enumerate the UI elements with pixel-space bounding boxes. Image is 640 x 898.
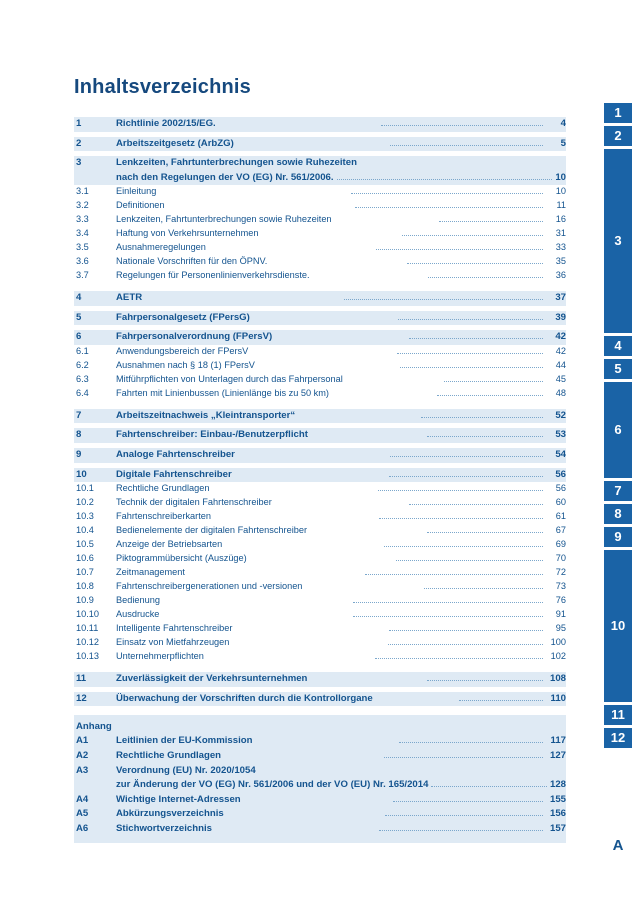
toc-number: A4 (76, 793, 89, 805)
toc-page: 127 (549, 750, 566, 762)
toc-page: 53 (555, 429, 566, 441)
leader-dots (407, 262, 543, 264)
leader-dots (365, 573, 543, 575)
toc-label: Rechtliche Grundlagen (116, 483, 210, 494)
toc-label: Analoge Fahrtenschreiber (116, 449, 235, 461)
leader-dots (437, 394, 543, 396)
toc-page: 91 (555, 609, 567, 620)
leader-dots (400, 366, 543, 368)
chapter-tab-6[interactable]: 6 (604, 382, 632, 478)
toc-entry-8[interactable] (74, 428, 566, 443)
toc-entry-3-6[interactable] (74, 255, 566, 269)
toc-label: Fahrtenschreibergenerationen und -versionen (116, 581, 303, 592)
toc-entry-5[interactable] (74, 311, 566, 326)
toc-label: Überwachung der Vorschriften durch die Kontrollorgane (116, 692, 373, 704)
toc-number: 10.3 (76, 511, 94, 522)
leader-dots (355, 206, 543, 208)
toc-entry-3-4[interactable] (74, 227, 566, 241)
toc-number: 3.2 (76, 200, 89, 211)
toc-label: Fahrten mit Linienbussen (Linienlänge bis zu 50 km) (116, 387, 329, 398)
toc-label: Regelungen für Personenlinienverkehrsdienste. (116, 270, 310, 281)
toc-entry-7[interactable] (74, 409, 566, 424)
leader-dots (353, 615, 543, 617)
toc-entry-3-7[interactable] (74, 269, 566, 283)
toc-label-line2: nach den Regelungen der VO (EG) Nr. 561/2006. (116, 171, 334, 183)
chapter-tab-strip (604, 103, 632, 861)
toc-page: 11 (556, 200, 566, 211)
leader-dots (396, 559, 543, 561)
toc-entry-10-9[interactable] (74, 594, 566, 608)
toc-page: 102 (550, 651, 566, 661)
toc-page: 108 (550, 672, 567, 684)
toc-page: 157 (549, 822, 566, 834)
chapter-tab-7[interactable]: 7 (604, 481, 632, 501)
toc-number: 9 (76, 449, 82, 461)
toc-number: 2 (76, 137, 82, 149)
toc-number: 1 (76, 118, 82, 129)
toc-entry-9[interactable] (74, 448, 566, 463)
toc-number: 10.10 (76, 609, 99, 620)
leader-dots (397, 352, 543, 354)
toc-label: Unternehmerpflichten (116, 651, 204, 661)
toc-page: 37 (555, 292, 566, 304)
toc-label: Digitale Fahrtenschreiber (116, 468, 232, 480)
leader-dots (337, 178, 553, 180)
toc-number: 6.4 (76, 387, 89, 398)
toc-number: A2 (76, 750, 89, 762)
page-title: Inhaltsverzeichnis (74, 76, 251, 98)
toc-entry-3-3[interactable] (74, 213, 566, 227)
toc-entry-6-4[interactable] (74, 387, 566, 401)
anhang-section (74, 715, 566, 842)
toc-label: Anwendungsbereich der FPersV (116, 345, 249, 356)
toc-label: Fahrpersonalgesetz (FPersG) (116, 311, 250, 323)
toc-entry-3-5[interactable] (74, 241, 566, 255)
toc-entry-10-2[interactable] (74, 496, 566, 510)
toc-entry-10-12[interactable] (74, 636, 566, 650)
toc-label: Bedienelemente der digitalen Fahrtenschreiber (116, 525, 308, 536)
toc-label: Richtlinie 2002/15/EG. (116, 118, 216, 129)
leader-dots (398, 318, 543, 320)
leader-dots (384, 545, 543, 547)
toc-number: 10.1 (76, 483, 94, 494)
toc-number: 4 (76, 292, 82, 304)
toc-page: 10 (555, 186, 567, 197)
toc-entry-3-2[interactable] (74, 199, 566, 213)
toc-number: 11 (76, 672, 87, 684)
toc-label: Einleitung (116, 186, 157, 197)
chapter-tab-9[interactable]: 9 (604, 527, 632, 547)
leader-dots (399, 741, 543, 743)
toc-label: Intelligente Fahrtenschreiber (116, 623, 233, 634)
leader-dots (459, 699, 543, 701)
leader-dots (379, 829, 543, 831)
toc-page: 52 (555, 409, 567, 421)
leader-dots (378, 489, 543, 491)
toc-label: Fahrpersonalverordnung (FPersV) (116, 331, 273, 343)
toc-page: 5 (560, 137, 566, 149)
leader-dots (393, 800, 543, 802)
toc-number: 3.7 (76, 270, 89, 281)
toc-number: 3.4 (76, 228, 89, 239)
toc-page: 69 (555, 539, 567, 550)
toc-label: Leitlinien der EU-Kommission (116, 735, 253, 747)
toc-number: 3.6 (76, 256, 89, 267)
toc-number: 5 (76, 311, 82, 323)
toc-label: Stichwortverzeichnis (116, 822, 212, 834)
toc-page: 73 (555, 581, 567, 592)
anhang-entry-a4[interactable] (74, 793, 566, 808)
leader-dots (384, 756, 543, 758)
toc-label: Fahrtenschreiber: Einbau-/Benutzerpflicht (116, 429, 308, 441)
toc-page: 45 (555, 373, 566, 384)
toc-label: Ausnahmeregelungen (116, 242, 206, 253)
leader-dots (388, 643, 543, 645)
toc-page: 72 (555, 567, 567, 578)
leader-dots (389, 629, 543, 631)
leader-dots (385, 814, 543, 816)
toc-number: 6.2 (76, 359, 89, 370)
toc-label: Ausnahmen nach § 18 (1) FPersV (116, 359, 255, 370)
toc-page: 36 (555, 270, 567, 281)
toc-page: 10 (555, 171, 566, 183)
toc-label: Einsatz von Mietfahrzeugen (116, 637, 230, 648)
toc-entry-10-1[interactable] (74, 482, 566, 496)
toc-page: 42 (555, 345, 566, 356)
toc-label: Nationale Vorschriften für den ÖPNV. (116, 256, 268, 267)
leader-dots (409, 337, 543, 339)
toc-number: A6 (76, 822, 89, 834)
toc-label: Rechtliche Grundlagen (116, 750, 222, 762)
leader-dots (381, 124, 543, 126)
toc-entry-10-7[interactable] (74, 566, 566, 580)
toc-entry-10-10[interactable] (74, 608, 566, 622)
toc-page: 70 (555, 553, 566, 564)
toc-number: 10.8 (76, 581, 94, 592)
chapter-tab-11[interactable]: 11 (604, 705, 632, 725)
toc-label: Bedienung (116, 595, 160, 606)
toc-page: 44 (555, 359, 567, 370)
toc-number: 3.5 (76, 242, 89, 253)
toc-label: Arbeitszeitgesetz (ArbZG) (116, 137, 234, 149)
toc-page: 54 (555, 449, 567, 461)
toc-entry-10-4[interactable] (74, 524, 566, 538)
leader-dots (427, 435, 543, 437)
toc-label: Lenkzeiten, Fahrtunterbrechungen sowie Ruhezeiten (116, 214, 332, 225)
toc-number: 10.9 (76, 595, 94, 606)
toc-label: Definitionen (116, 200, 165, 211)
toc-entry-1[interactable] (74, 117, 566, 132)
chapter-tab-10[interactable]: 10 (604, 550, 632, 702)
toc-page: 33 (555, 242, 566, 253)
anhang-heading: Anhang (76, 721, 112, 733)
toc-label: AETR (116, 292, 143, 304)
toc-page: 35 (555, 256, 566, 267)
toc-label: Anzeige der Betriebsarten (116, 539, 223, 550)
leader-dots (424, 587, 543, 589)
leader-dots (444, 380, 543, 382)
toc-label: Ausdrucke (116, 609, 160, 620)
toc-number: 3.1 (76, 186, 89, 197)
chapter-tab-2[interactable]: 2 (604, 126, 632, 146)
chapter-tab-1[interactable]: 1 (604, 103, 632, 123)
toc-entry-11[interactable] (74, 672, 566, 687)
leader-dots (427, 531, 544, 533)
toc-page: 117 (550, 735, 566, 747)
toc-label: Wichtige Internet-Adressen (116, 793, 241, 805)
toc-number: 6.3 (76, 373, 89, 384)
toc-label: Technik der digitalen Fahrtenschreiber (116, 497, 272, 508)
toc-label-line2: zur Änderung der VO (EG) Nr. 561/2006 und der VO (EU) Nr. 165/2014 (116, 779, 429, 791)
toc-number: 7 (76, 409, 82, 421)
toc-entry-10-3[interactable] (74, 510, 566, 524)
toc-label: Haftung von Verkehrsunternehmen (116, 228, 259, 239)
leader-dots (376, 248, 543, 250)
toc-number: 10.6 (76, 553, 94, 564)
toc-number: 10.12 (76, 637, 99, 648)
toc-entry-6-3[interactable] (74, 373, 566, 387)
toc-page: 128 (549, 779, 566, 791)
toc-list (74, 117, 566, 706)
toc-entry-2[interactable] (74, 137, 566, 152)
toc-page: 155 (549, 793, 566, 805)
toc-page: 16 (555, 214, 567, 225)
leader-dots (379, 517, 544, 519)
toc-entry-6[interactable] (74, 330, 566, 345)
anhang-entry-a1[interactable] (74, 734, 566, 749)
chapter-tab-anhang[interactable]: A (604, 834, 632, 858)
leader-dots (421, 416, 543, 418)
leader-dots (431, 785, 547, 787)
toc-page: 61 (555, 511, 567, 522)
leader-dots (390, 144, 543, 146)
leader-dots (439, 220, 543, 222)
toc-label: Fahrtenschreiberkarten (116, 511, 211, 522)
anhang-entry-a6[interactable] (74, 822, 566, 837)
toc-number: A3 (76, 764, 89, 776)
toc-number: A5 (76, 808, 89, 820)
toc-page: 60 (555, 497, 567, 508)
toc-label: Lenkzeiten, Fahrtunterbrechungen sowie Ruhezeiten (116, 157, 357, 169)
toc-page: 110 (550, 692, 566, 704)
chapter-tab-5[interactable]: 5 (604, 359, 632, 379)
toc-page: 42 (555, 331, 567, 343)
toc-page: 67 (555, 525, 567, 536)
leader-dots (353, 601, 543, 603)
toc-page: 156 (550, 808, 567, 820)
toc-number: 3.3 (76, 214, 89, 225)
toc-number: 10.11 (76, 623, 99, 634)
leader-dots (351, 192, 543, 194)
toc-page: 48 (555, 387, 566, 398)
toc-entry-6-2[interactable] (74, 359, 566, 373)
toc-entry-10-6[interactable] (74, 552, 566, 566)
toc-entry-6-1[interactable] (74, 345, 566, 359)
toc-label: Piktogrammübersicht (Auszüge) (116, 553, 247, 564)
chapter-tab-3[interactable]: 3 (604, 149, 632, 333)
toc-page: 39 (555, 311, 567, 323)
toc-number: 10 (76, 468, 87, 480)
toc-page: 56 (555, 483, 566, 494)
toc-content (74, 76, 566, 843)
toc-number: 6 (76, 331, 82, 343)
toc-entry-10-5[interactable] (74, 538, 566, 552)
toc-entry-10-8[interactable] (74, 580, 566, 594)
toc-entry-4[interactable] (74, 291, 566, 306)
toc-label: Verordnung (EU) Nr. 2020/1054 (116, 764, 256, 776)
toc-number: 12 (76, 692, 87, 704)
toc-label: Zuverlässigkeit der Verkehrsunternehmen (116, 672, 308, 684)
toc-label: Zeitmanagement (116, 567, 185, 578)
toc-label: Mitführpflichten von Unterlagen durch das Fahrpersonal (116, 373, 343, 384)
leader-dots (389, 475, 543, 477)
leader-dots (390, 455, 543, 457)
leader-dots (344, 298, 543, 300)
toc-number: 10.13 (76, 651, 99, 661)
toc-page: 4 (560, 118, 566, 129)
toc-page: 76 (555, 595, 566, 606)
toc-entry-12[interactable] (74, 692, 566, 707)
leader-dots (428, 276, 543, 278)
toc-entry-10-11[interactable] (74, 622, 566, 636)
toc-page: 95 (555, 623, 567, 634)
leader-dots (402, 234, 543, 236)
chapter-tab-8[interactable]: 8 (604, 504, 632, 524)
toc-label: Arbeitszeitnachweis „Kleintransporter“ (116, 409, 296, 421)
toc-number: A1 (76, 735, 89, 747)
toc-number: 10.7 (76, 567, 94, 578)
chapter-tab-4[interactable]: 4 (604, 336, 632, 356)
toc-number: 8 (76, 429, 82, 441)
anhang-entry-a2[interactable] (74, 749, 566, 764)
toc-number: 10.2 (76, 497, 94, 508)
leader-dots (375, 657, 543, 659)
leader-dots (427, 679, 543, 681)
toc-page: 31 (555, 228, 566, 239)
toc-number: 6.1 (76, 345, 89, 356)
toc-number: 10.4 (76, 525, 94, 536)
leader-dots (409, 503, 543, 505)
toc-page: 100 (550, 637, 567, 648)
toc-number: 3 (76, 157, 82, 169)
toc-entry-3-1[interactable] (74, 185, 566, 199)
toc-label: Abkürzungsverzeichnis (116, 808, 224, 820)
toc-page: 56 (555, 468, 567, 480)
toc-entry-10-13[interactable] (74, 650, 566, 664)
toc-number: 10.5 (76, 539, 94, 550)
anhang-entry-a5[interactable] (74, 807, 566, 822)
toc-entry-3[interactable] (74, 156, 566, 185)
toc-entry-10[interactable] (74, 468, 566, 483)
anhang-entry-a3[interactable] (74, 764, 566, 793)
chapter-tab-12[interactable]: 12 (604, 728, 632, 748)
